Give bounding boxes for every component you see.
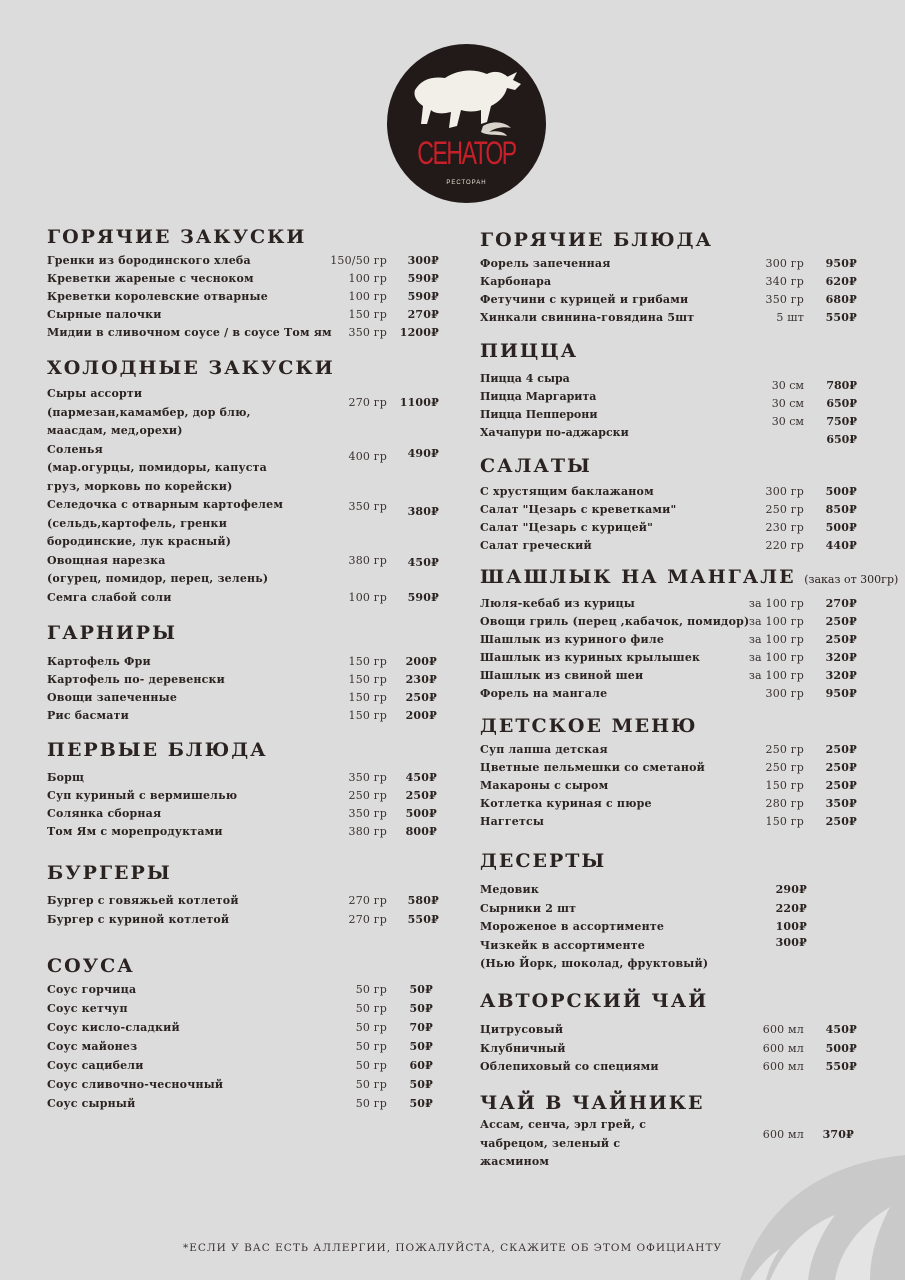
item-price: 950₽ [825, 687, 857, 700]
item-name: Картофель Фри [47, 655, 151, 668]
item-price: 50₽ [409, 1040, 433, 1053]
item-weight: 50 гр [355, 1097, 387, 1110]
logo-circle [387, 44, 546, 203]
section-title: ДЕСЕРТЫ [480, 850, 607, 872]
menu-item [47, 655, 447, 673]
section-salads [480, 455, 860, 557]
restaurant-logo [387, 44, 546, 203]
pizza-names [480, 370, 629, 442]
section-title: ПЕРВЫЕ БЛЮДА [47, 739, 268, 761]
item-weight: 340 гр [765, 275, 804, 288]
item-name: Чизкейк в ассортименте [480, 938, 645, 952]
item-list [47, 771, 447, 843]
section-note: (заказ от 300гр) [804, 573, 899, 586]
item-weight: 100 гр [348, 272, 387, 285]
menu-item [47, 691, 447, 709]
item-weight: 300 гр [765, 257, 804, 270]
item-price: 590₽ [407, 590, 439, 604]
item-weight: 280 гр [765, 797, 804, 810]
item-weight: 600 мл [762, 1060, 804, 1073]
item-name: Креветки жареные с чесноком [47, 272, 254, 285]
item-name-line: груз, морковь по корейски) [47, 479, 233, 493]
menu-item [480, 521, 860, 539]
item-price: 380₽ [407, 505, 439, 518]
item-list [47, 387, 447, 609]
menu-item [480, 761, 860, 779]
item-weight: 270 гр [348, 913, 387, 926]
item-weight: 150 гр [348, 655, 387, 668]
item-weight: 600 мл [762, 1023, 804, 1036]
item-name-line: Семга слабой соли [47, 590, 172, 604]
item-name: Солянка сборная [47, 807, 162, 820]
item-list [47, 655, 447, 727]
section-pizza [480, 340, 860, 450]
section-title: ХОЛОДНЫЕ ЗАКУСКИ [47, 357, 335, 379]
item-name: Пицца Маргарита [480, 390, 597, 403]
item-weight: 150 гр [765, 815, 804, 828]
item-price: 1100₽ [399, 396, 439, 409]
menu-item [480, 669, 860, 687]
item-price: 780₽ [826, 379, 857, 392]
item-list [47, 894, 447, 932]
menu-item [480, 503, 860, 521]
item-price: 300₽ [407, 254, 439, 267]
item-name: Форель на мангале [480, 687, 608, 700]
item-name: Салат "Цезарь с креветками" [480, 503, 677, 516]
item-name: Овощи гриль (перец ,кабачок, помидор) [480, 615, 750, 628]
menu-item [480, 815, 860, 833]
item-name: Салат греческий [480, 539, 592, 552]
menu-item [480, 687, 860, 705]
menu-item [47, 308, 447, 326]
item-weight: за 100 гр [748, 669, 804, 682]
item-price: 350₽ [825, 797, 857, 810]
item-list [480, 883, 860, 976]
menu-item [480, 1060, 860, 1079]
item-weight: 270 гр [348, 894, 387, 907]
section-hot-snacks [47, 226, 447, 344]
item-name: Сырники 2 шт [480, 901, 577, 915]
item-name: Наггетсы [480, 815, 545, 828]
menu-item [47, 498, 447, 554]
item-price: 620₽ [825, 275, 857, 288]
section-cold-snacks [47, 357, 447, 609]
item-list [480, 743, 860, 833]
section-title: ГОРЯЧИЕ ЗАКУСКИ [47, 226, 307, 248]
item-weight: 250 гр [765, 743, 804, 756]
item-name: Суп куриный с вермишелью [47, 789, 238, 802]
item-price: 320₽ [825, 651, 857, 664]
item-price: 70₽ [409, 1021, 433, 1034]
section-title: ДЕТСКОЕ МЕНЮ [480, 715, 698, 737]
item-price: 250₽ [405, 691, 437, 704]
item-name: Фетучини с курицей и грибами [480, 293, 689, 306]
menu-item [480, 275, 860, 293]
item-name: Шашлык из свиной шеи [480, 669, 644, 682]
item-weight: 350 гр [348, 807, 387, 820]
menu-item [47, 825, 447, 843]
item-name: Сырные палочки [47, 308, 162, 321]
menu-item [480, 633, 860, 651]
item-name-line: Соленья [47, 442, 103, 456]
item-weight: 150 гр [348, 673, 387, 686]
section-shashlik [480, 566, 899, 705]
menu-item [480, 615, 860, 633]
item-name-line: Овощная нарезка [47, 553, 166, 567]
item-price: 650₽ [826, 397, 857, 410]
item-weight: 300 гр [765, 485, 804, 498]
item-name: Люля-кебаб из курицы [480, 597, 636, 610]
menu-item [47, 789, 447, 807]
section-title-text: ШАШЛЫК НА МАНГАЛЕ [480, 566, 796, 588]
item-list [47, 254, 447, 344]
menu-item [47, 1021, 447, 1040]
item-name-line: Сыры ассорти [47, 387, 143, 400]
section-sauces [47, 955, 447, 1116]
menu-item [480, 311, 860, 329]
item-weight: 150 гр [348, 691, 387, 704]
item-name: С хрустящим баклажаном [480, 485, 654, 498]
item-weight: 600 мл [762, 1128, 804, 1141]
item-weight: 400 гр [348, 449, 387, 463]
item-name: Соус сырный [47, 1097, 136, 1110]
section-title: АВТОРСКИЙ ЧАЙ [480, 990, 709, 1012]
item-weight: 350 гр [765, 293, 804, 306]
menu-item [47, 443, 447, 499]
menu-item [480, 779, 860, 797]
item-weight: 150 гр [348, 308, 387, 321]
menu-item [480, 1023, 860, 1042]
item-price: 290₽ [775, 883, 807, 896]
item-name-line: (огурец, помидор, перец, зелень) [47, 572, 269, 585]
item-weight: 270 гр [348, 396, 387, 409]
item-price: 450₽ [407, 555, 439, 569]
item-name: Медовик [480, 883, 539, 896]
pizza-prices [826, 370, 857, 449]
section-burgers [47, 862, 447, 932]
item-name: Шашлык из куриных крылышек [480, 651, 701, 664]
item-weight: 100 гр [348, 590, 387, 604]
item-name: Соус горчица [47, 983, 137, 996]
item-name: Соус майонез [47, 1040, 138, 1053]
item-price: 850₽ [825, 503, 857, 516]
menu-item [47, 673, 447, 691]
logo-name: СЕНАТОР [417, 135, 516, 171]
menu-item [47, 1097, 447, 1116]
menu-item [480, 539, 860, 557]
section-author-tea [480, 990, 860, 1079]
item-price: 590₽ [407, 290, 439, 303]
item-price: 250₽ [825, 815, 857, 828]
item-name: Мороженое в ассортименте [480, 920, 665, 933]
menu-item [47, 554, 447, 591]
item-weight: 380 гр [348, 553, 387, 567]
item-weight: 350 гр [348, 771, 387, 784]
section-title: СОУСА [47, 955, 135, 977]
item-name: Форель запеченная [480, 257, 611, 270]
item-price: 950₽ [825, 257, 857, 270]
item-weight: 150 гр [348, 709, 387, 722]
item-weight: 150/50 гр [330, 254, 387, 267]
menu-item [47, 1002, 447, 1021]
item-name: Картофель по- деревенски [47, 673, 226, 686]
menu-item [480, 935, 860, 958]
item-price: 230₽ [405, 673, 437, 686]
item-price: 200₽ [405, 655, 437, 668]
item-weight: за 100 гр [748, 615, 804, 628]
item-name-line: Селедочка с отварным картофелем [47, 498, 284, 511]
item-name: (Нью Йорк, шоколад, фруктовый) [480, 957, 709, 970]
item-name: Хинкали свинина-говядина 5шт [480, 311, 695, 324]
item-weight: 30 см [771, 379, 804, 392]
item-weight: 50 гр [355, 1040, 387, 1053]
item-name: Том Ям с морепродуктами [47, 825, 223, 838]
item-name: Креветки королевские отварные [47, 290, 268, 303]
section-title: ПИЦЦА [480, 340, 579, 362]
item-name: Бургер с говяжьей котлетой [47, 894, 239, 907]
item-price: 440₽ [825, 539, 857, 552]
menu-item [47, 591, 447, 610]
item-price: 590₽ [407, 272, 439, 285]
item-price: 270₽ [407, 308, 439, 321]
item-price: 300₽ [775, 935, 807, 949]
item-list [480, 370, 860, 450]
item-weight: за 100 гр [748, 633, 804, 646]
menu-item [47, 272, 447, 290]
item-list [480, 1023, 860, 1079]
section-title: ЧАЙ В ЧАЙНИКЕ [480, 1092, 705, 1114]
item-price: 650₽ [826, 433, 857, 446]
item-list [47, 983, 447, 1116]
menu-item [480, 293, 860, 311]
section-title: ГОРЯЧИЕ БЛЮДА [480, 229, 713, 251]
menu-item [47, 387, 447, 443]
item-price: 500₽ [405, 807, 437, 820]
menu-item [47, 709, 447, 727]
item-weight: 50 гр [355, 1021, 387, 1034]
item-price: 320₽ [825, 669, 857, 682]
item-price: 370₽ [822, 1128, 854, 1141]
item-weight: 220 гр [765, 539, 804, 552]
item-name: Салат "Цезарь с курицей" [480, 521, 654, 534]
item-weight: 250 гр [765, 761, 804, 774]
item-weight: 50 гр [355, 1002, 387, 1015]
item-weight: 250 гр [765, 503, 804, 516]
item-name-line: (мар.огурцы, помидоры, капуста [47, 461, 267, 474]
item-name-line: чабрецом, зеленый с [480, 1136, 621, 1150]
item-price: 200₽ [405, 709, 437, 722]
item-price: 250₽ [825, 743, 857, 756]
item-price: 100₽ [775, 920, 807, 933]
item-price: 250₽ [405, 789, 437, 802]
item-name: Карбонара [480, 275, 552, 288]
menu-item [480, 902, 860, 921]
section-title: БУРГЕРЫ [47, 862, 172, 884]
item-price: 250₽ [825, 633, 857, 646]
item-weight: 350 гр [348, 326, 387, 339]
item-price: 500₽ [825, 485, 857, 498]
item-name: Шашлык из куриного филе [480, 633, 665, 646]
item-weight: 50 гр [355, 1078, 387, 1091]
item-name-line: (сельдь,картофель, гренки [47, 516, 228, 530]
item-price: 60₽ [409, 1059, 433, 1072]
item-weight: 30 см [771, 415, 804, 428]
item-name: Мидии в сливочном соусе / в соусе Том ям [47, 326, 332, 339]
item-name: Хачапури по-аджарски [480, 426, 629, 439]
item-list [480, 597, 860, 705]
menu-item [47, 1040, 447, 1059]
item-price: 50₽ [409, 1078, 433, 1091]
item-name-line: жасмином [480, 1155, 550, 1168]
item-weight: 250 гр [348, 789, 387, 802]
item-weight: за 100 гр [748, 597, 804, 610]
item-weight: 300 гр [765, 687, 804, 700]
item-weight: 230 гр [765, 521, 804, 534]
item-weight: 50 гр [355, 983, 387, 996]
menu-item [47, 290, 447, 308]
item-list [480, 257, 860, 329]
item-price: 550₽ [407, 913, 439, 926]
item-weight: 600 мл [762, 1041, 804, 1055]
item-price: 450₽ [825, 1023, 857, 1036]
item-name: Суп лапша детская [480, 743, 608, 756]
item-weight: 350 гр [348, 500, 387, 513]
section-kids-menu [480, 715, 860, 833]
menu-item [480, 797, 860, 815]
item-name: Борщ [47, 771, 85, 784]
section-title: ГАРНИРЫ [47, 622, 177, 644]
item-price: 500₽ [825, 521, 857, 534]
logo-subtitle: РЕСТОРАН [446, 180, 487, 186]
decorative-swirl-icon [740, 1145, 905, 1280]
item-price: 490₽ [407, 446, 439, 460]
allergy-notice: *ЕСЛИ У ВАС ЕСТЬ АЛЛЕРГИИ, ПОЖАЛУЙСТА, СКАЖИТЕ ОБ ЭТОМ ОФИЦИАНТУ [182, 1242, 723, 1254]
menu-item [480, 485, 860, 503]
item-price: 580₽ [407, 894, 439, 907]
item-name-line: Ассам, сенча, эрл грей, с [480, 1118, 647, 1131]
menu-item [480, 597, 860, 615]
section-title [480, 566, 899, 591]
item-weight: за 100 гр [748, 651, 804, 664]
item-list [480, 485, 860, 557]
item-name: Соус сацибели [47, 1059, 144, 1072]
item-price: 680₽ [825, 293, 857, 306]
section-hot-dishes [480, 229, 860, 329]
item-name: Соус кетчуп [47, 1002, 128, 1015]
item-weight: 150 гр [765, 779, 804, 792]
item-name: Цветные пельмешки со сметаной [480, 761, 705, 774]
menu-item [47, 771, 447, 789]
pizza-sizes [772, 370, 804, 431]
menu-item [480, 651, 860, 669]
item-price: 500₽ [825, 1041, 857, 1055]
menu-item [47, 983, 447, 1002]
menu-item [480, 957, 860, 976]
section-title: САЛАТЫ [480, 455, 592, 477]
item-name: Гренки из бородинского хлеба [47, 254, 251, 267]
item-price: 50₽ [409, 1002, 433, 1015]
item-price: 450₽ [405, 771, 437, 784]
item-name: Соус кисло-сладкий [47, 1021, 180, 1034]
item-price: 50₽ [409, 983, 433, 996]
item-price: 250₽ [825, 615, 857, 628]
menu-item [47, 913, 447, 932]
menu-item [47, 326, 447, 344]
item-name: Облепиховый со специями [480, 1060, 659, 1073]
item-name: Бургер с куриной котлетой [47, 913, 230, 926]
item-price: 50₽ [409, 1097, 433, 1110]
menu-item [480, 743, 860, 761]
item-name: Пицца Пепперони [480, 408, 598, 421]
item-name-line: бородинские, лук красный) [47, 535, 232, 548]
item-name: Пицца 4 сыра [480, 372, 570, 385]
section-garnish [47, 622, 447, 727]
item-name-line: маасдам, мед,орехи) [47, 424, 183, 437]
item-name: Соус сливочно-чесночный [47, 1078, 224, 1091]
item-price: 250₽ [825, 779, 857, 792]
section-desserts [480, 850, 860, 976]
item-weight: 5 шт [776, 311, 804, 324]
item-name: Котлетка куриная с пюре [480, 797, 652, 810]
item-price: 250₽ [825, 761, 857, 774]
item-price: 270₽ [825, 597, 857, 610]
menu-item [47, 1078, 447, 1097]
item-name: Рис басмати [47, 709, 129, 722]
menu-item [47, 254, 447, 272]
item-name: Клубничный [480, 1041, 566, 1055]
menu-item [47, 807, 447, 825]
item-price: 550₽ [825, 1060, 857, 1073]
item-price: 800₽ [405, 825, 437, 838]
item-name-line: (пармезан,камамбер, дор блю, [47, 405, 251, 419]
item-name: Цитрусовый [480, 1023, 564, 1036]
menu-item [47, 894, 447, 913]
menu-item [47, 1059, 447, 1078]
menu-item [480, 883, 860, 902]
item-weight: 380 гр [348, 825, 387, 838]
section-first-courses [47, 739, 447, 843]
item-name: Макароны с сыром [480, 779, 609, 792]
item-price: 750₽ [826, 415, 857, 428]
item-price: 220₽ [775, 901, 807, 915]
item-weight: 100 гр [348, 290, 387, 303]
menu-item [480, 257, 860, 275]
menu-item [480, 1042, 860, 1061]
item-weight: 30 см [771, 397, 804, 410]
item-price: 550₽ [825, 311, 857, 324]
item-name: Овощи запеченные [47, 691, 178, 704]
item-weight: 50 гр [355, 1059, 387, 1072]
item-price: 1200₽ [399, 326, 439, 339]
